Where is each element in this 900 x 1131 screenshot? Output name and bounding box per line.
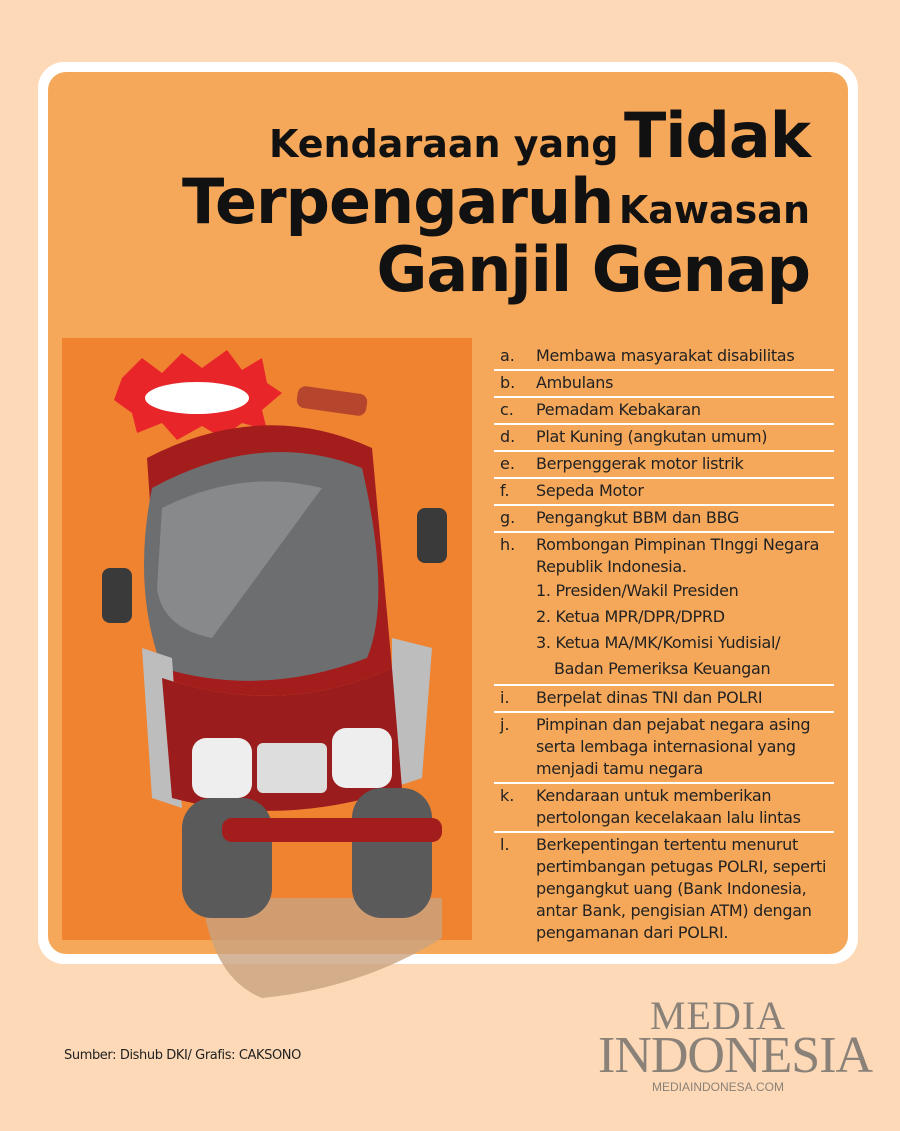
title-part: Ganjil Genap: [376, 233, 810, 306]
item-body: [536, 687, 834, 709]
title-part: Kawasan: [618, 188, 810, 232]
mirror-right: [417, 508, 447, 563]
sub-item: 3. Ketua MA/MK/Komisi Yudisial/: [536, 633, 781, 652]
item-letter: k.: [500, 786, 515, 805]
list-item: [494, 686, 834, 713]
list-item: [494, 425, 834, 452]
source-credit: Sumber: Dishub DKI/ Grafis: CAKSONO: [64, 1048, 301, 1063]
list-item: [494, 784, 834, 833]
item-text: Kendaraan untuk memberikan pertolongan kecelakaan lalu lintas: [536, 786, 801, 827]
item-letter: e.: [500, 454, 515, 473]
item-body: [536, 480, 834, 502]
sub-item: 1. Presiden/Wakil Presiden: [536, 581, 739, 600]
item-letter: l.: [500, 835, 510, 854]
item-letter: a.: [500, 346, 515, 365]
item-body: [536, 507, 834, 529]
item-body: [536, 345, 834, 367]
sub-item: Badan Pemeriksa Keuangan: [554, 659, 771, 678]
sub-list: [536, 578, 834, 682]
item-body: [536, 399, 834, 421]
list-item: [494, 344, 834, 371]
title-part: Kendaraan yang: [269, 122, 619, 166]
siren-bar: [296, 385, 368, 417]
item-text: Sepeda Motor: [536, 481, 644, 500]
list-item: [494, 479, 834, 506]
item-text: Ambulans: [536, 373, 614, 392]
list-item: [494, 452, 834, 479]
list-item: [494, 398, 834, 425]
headlight-left: [192, 738, 252, 798]
bumper: [222, 818, 442, 842]
list-item: [494, 533, 834, 686]
item-letter: b.: [500, 373, 516, 392]
item-body: [536, 785, 834, 829]
wheel-left: [182, 798, 272, 918]
item-body: [536, 834, 834, 944]
item-letter: g.: [500, 508, 516, 527]
item-text: Rombongan Pimpinan TInggi Negara Republik Indonesia.: [536, 535, 820, 576]
grille: [257, 743, 327, 793]
mirror-left: [102, 568, 132, 623]
logo-line: INDONESIA: [598, 1027, 873, 1084]
item-text: Pimpinan dan pejabat negara asing serta lembaga internasional yang menjadi tamu negara: [536, 715, 811, 778]
list-item: [494, 833, 834, 946]
item-letter: f.: [500, 481, 510, 500]
item-body: [536, 372, 834, 394]
title-part: Tidak: [624, 99, 810, 172]
logo-line: MEDIA: [649, 993, 787, 1038]
siren-light: [145, 382, 249, 414]
item-text: Membawa masyarakat disabilitas: [536, 346, 795, 365]
item-text: Pemadam Kebakaran: [536, 400, 701, 419]
ambulance-illustration: [62, 338, 472, 1038]
item-letter: i.: [500, 688, 510, 707]
item-letter: c.: [500, 400, 514, 419]
headlight-right: [332, 728, 392, 788]
list-item: [494, 506, 834, 533]
item-text: Berkepentingan tertentu menurut pertimbangan petugas POLRI, seperti pengangkut uang (Bank Indonesia, antar Bank, pengisian ATM) dengan pengamanan dari POLRI.: [536, 835, 827, 942]
wheel-right: [352, 788, 432, 918]
media-indonesia-logo: [598, 993, 873, 1094]
item-body: [536, 534, 834, 682]
item-letter: h.: [500, 535, 516, 554]
infographic-title: [181, 99, 810, 306]
logo-url: MEDIAINDONESA.COM: [651, 1080, 784, 1094]
item-letter: d.: [500, 427, 516, 446]
item-text: Pengangkut BBM dan BBG: [536, 508, 740, 527]
list-item: [494, 371, 834, 398]
item-body: [536, 453, 834, 475]
list-item: [494, 713, 834, 784]
item-letter: j.: [500, 715, 510, 734]
sub-item: 2. Ketua MPR/DPR/DPRD: [536, 607, 725, 626]
item-text: Plat Kuning (angkutan umum): [536, 427, 768, 446]
title-part: Terpengaruh: [181, 165, 614, 238]
item-text: Berpenggerak motor listrik: [536, 454, 744, 473]
item-text: Berpelat dinas TNI dan POLRI: [536, 688, 763, 707]
item-body: [536, 714, 834, 780]
exemption-list: [494, 344, 834, 946]
item-body: [536, 426, 834, 448]
